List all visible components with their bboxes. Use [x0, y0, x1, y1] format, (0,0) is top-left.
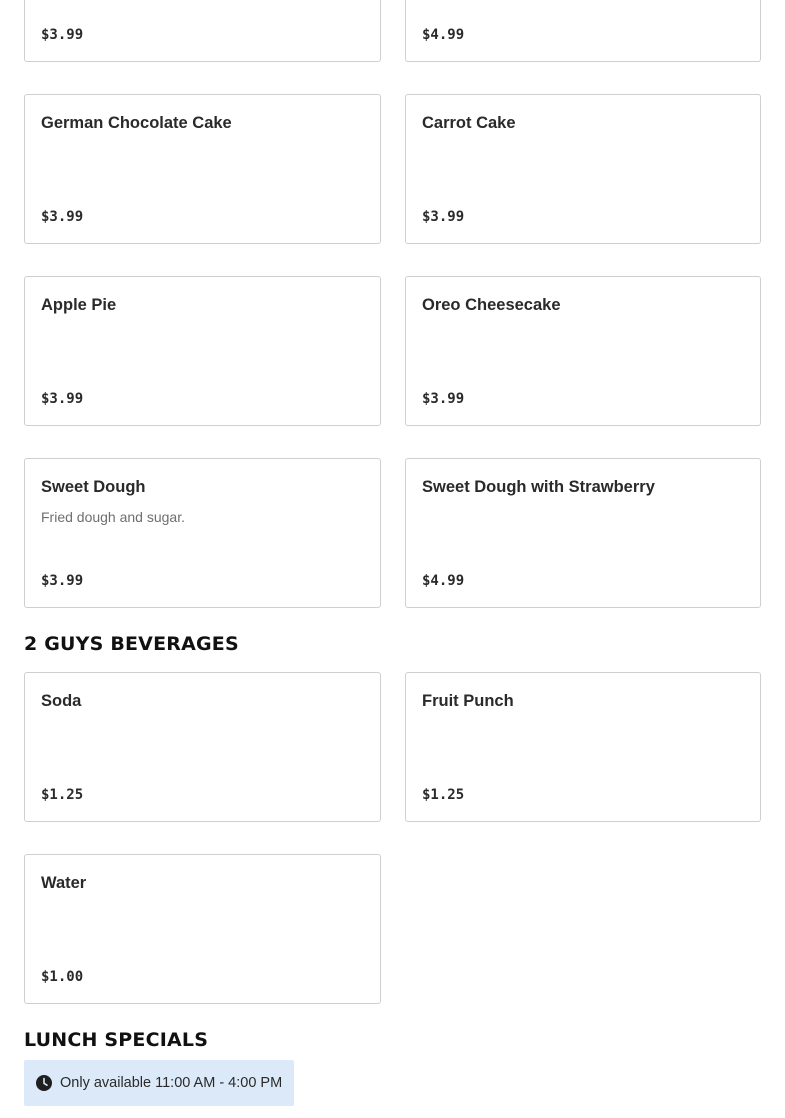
menu-item-card[interactable] [24, 276, 381, 426]
menu-item-card[interactable] [24, 458, 381, 608]
item-price: $1.25 [422, 787, 465, 803]
menu-item-card[interactable] [24, 672, 381, 822]
item-price: $3.99 [41, 391, 84, 407]
availability-banner [24, 1060, 294, 1106]
availability-text: Only available 11:00 AM - 4:00 PM [60, 1075, 283, 1091]
item-name: Soda [41, 692, 82, 710]
menu-item-card[interactable] [405, 458, 761, 608]
item-price: $3.99 [41, 209, 84, 225]
item-name: Sweet Dough with Strawberry [422, 478, 655, 496]
item-price: $4.99 [422, 27, 465, 43]
item-description: Fried dough and sugar. [41, 509, 185, 525]
menu-item-card[interactable] [405, 0, 761, 62]
item-price: $1.00 [41, 969, 84, 985]
menu-item-card[interactable] [405, 672, 761, 822]
section-title-lunch-specials: LUNCH SPECIALS [24, 1029, 209, 1051]
menu-item-card[interactable] [24, 94, 381, 244]
item-name: Oreo Cheesecake [422, 296, 561, 314]
item-price: $3.99 [41, 573, 84, 589]
item-name: Apple Pie [41, 296, 117, 314]
item-price: $3.99 [41, 27, 84, 43]
item-name: Carrot Cake [422, 114, 516, 132]
section-title-beverages: 2 GUYS BEVERAGES [24, 633, 239, 655]
item-name: Sweet Dough [41, 478, 146, 496]
menu-item-card[interactable] [405, 94, 761, 244]
menu-item-card[interactable] [24, 0, 381, 62]
item-name: Fruit Punch [422, 692, 514, 710]
item-name: German Chocolate Cake [41, 114, 232, 132]
item-price: $1.25 [41, 787, 84, 803]
clock-icon [36, 1075, 52, 1091]
item-price: $3.99 [422, 391, 465, 407]
item-price: $3.99 [422, 209, 465, 225]
menu-item-card[interactable] [405, 276, 761, 426]
item-price: $4.99 [422, 573, 465, 589]
item-name: Water [41, 874, 87, 892]
menu-item-card[interactable] [24, 854, 381, 1004]
